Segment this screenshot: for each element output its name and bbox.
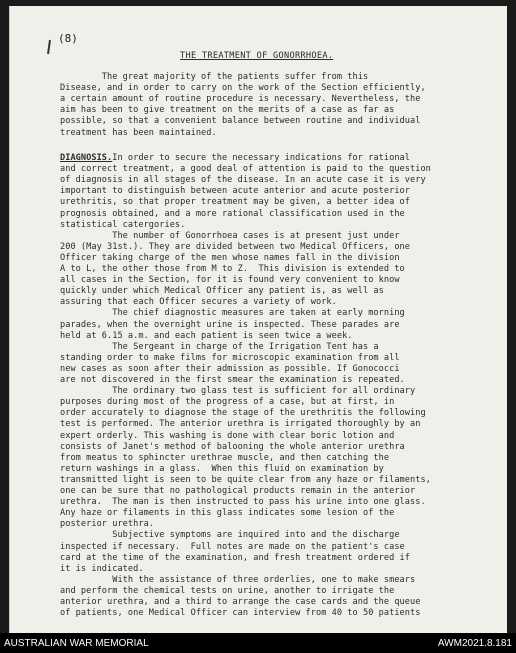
text-line: quickly under which Medical Officer any patient is, as well as (60, 286, 384, 297)
page-number: (8) (58, 32, 78, 45)
text-line: urethritis, so that proper treatment may be given, a better idea of (60, 197, 410, 208)
text-line: consists of Janet's method of balooning the whole anterior urethra (60, 441, 405, 452)
text-line: from meatus to sphincter urethrae muscle, and then catching the (60, 452, 390, 463)
text-line: expert orderly. This washing is done with clear boric lotion and (60, 430, 395, 441)
text-line: standing order to make films for microscopic examination from all (60, 352, 400, 363)
text-line: test is performed. The anterior urethra is irrigated thoroughly by an (60, 419, 421, 430)
text-line: all cases in the Section, for it is found very convenient to know (60, 275, 400, 286)
text-line: it is indicated. (60, 563, 144, 574)
text-line: statistical catergories. (60, 219, 186, 230)
section-heading: DIAGNOSIS. (60, 153, 113, 163)
text-line: and perform the chemical tests on urine, another to irrigate the (60, 585, 395, 596)
text-line: The ordinary two glass test is sufficient for all ordinary (60, 386, 416, 397)
text-line: order accurately to diagnose the stage of the urethritis the following (60, 408, 426, 419)
text-line: parades, when the overnight urine is inspected. These parades are (60, 319, 400, 330)
text-line: card at the time of the examination, and fresh treatment ordered if (60, 552, 410, 563)
text-line: new cases as soon after their admission as possible. If Gonococci (60, 363, 400, 374)
text-line: prognosis obtained, and a more rational classification used in the (60, 208, 405, 219)
text-line: The great majority of the patients suffer from this (60, 72, 369, 82)
text-line: held at 6.15 a.m. and each patient is seen twice a week. (60, 330, 353, 341)
text-line: DIAGNOSIS.In order to secure the necessary indications for rational (60, 153, 411, 163)
text-line: 200 (May 31st.). They are divided between two Medical Officers, one (60, 241, 410, 252)
text-line: return washings in a glass. When this fluid on examination by (60, 463, 384, 474)
text-line: With the assistance of three orderlies, one to make smears (60, 574, 416, 585)
text-line: anterior urethra, and a third to arrange the case cards and the queue (60, 597, 421, 607)
footer-source: AUSTRALIAN WAR MEMORIAL (4, 638, 149, 649)
text-line: of diagnosis in all stages of the disease. In an acute case it is very (60, 175, 426, 186)
text-line: Officer taking charge of the men whose names fall in the division (60, 252, 400, 263)
text-line: important to distinguish between acute anterior and acute posterior (60, 186, 410, 197)
text-line: A to L, the other those from M to Z. This division is extended to (60, 264, 405, 274)
text-line: urethra. The man is then instructed to pass his urine into one glass. (60, 497, 426, 508)
text-line: possible, so that a convenient balance between routine and individual (60, 116, 421, 127)
footer-accession-number: AWM2021.8.181 (437, 638, 512, 649)
text-line: one can be sure that no pathological products remain in the anterior (60, 486, 416, 496)
text-line: The Sergeant in charge of the Irrigation Tent has a (60, 341, 379, 352)
document-page (9, 6, 507, 633)
text-line: The chief diagnostic measures are taken at early morning (60, 308, 405, 319)
text-line: of patients, one Medical Officer can interview from 40 to 50 patients (60, 608, 421, 619)
text-line: Disease, and in order to carry on the work of the Section efficiently, (60, 83, 426, 94)
text-line: posterior urethra. (60, 519, 155, 530)
document-title: THE TREATMENT OF GONORRHOEA. (180, 51, 334, 61)
text-line: Subjective symptoms are inquired into and the discharge (60, 530, 400, 541)
text-line: a certain amount of routine procedure is necessary. Nevertheless, the (60, 94, 421, 105)
text-line: treatment has been maintained. (60, 127, 217, 138)
text-line: purposes during most of the progress of a case, but at first, in (60, 397, 395, 408)
text-line: The number of Gonorrhoea cases is at present just under (60, 230, 400, 241)
text-line: and correct treatment, a good deal of attention is paid to the question (60, 164, 431, 175)
text-line: inspected if necessary. Full notes are made on the patient's case (60, 541, 405, 552)
text-line: Any haze or filaments in this glass indicates some lesion of the (60, 508, 395, 519)
text-line: are not discovered in the first smear the examination is repeated. (60, 375, 405, 385)
text-line: assuring that each Officer secures a variety of work. (60, 297, 337, 308)
text-line: aim has been to give treatment on the merits of a case as far as (60, 105, 395, 116)
margin-mark (47, 40, 51, 54)
footer-bar (0, 633, 516, 653)
text-line: transmitted light is seen to be quite clear from any haze or filaments, (60, 474, 431, 485)
